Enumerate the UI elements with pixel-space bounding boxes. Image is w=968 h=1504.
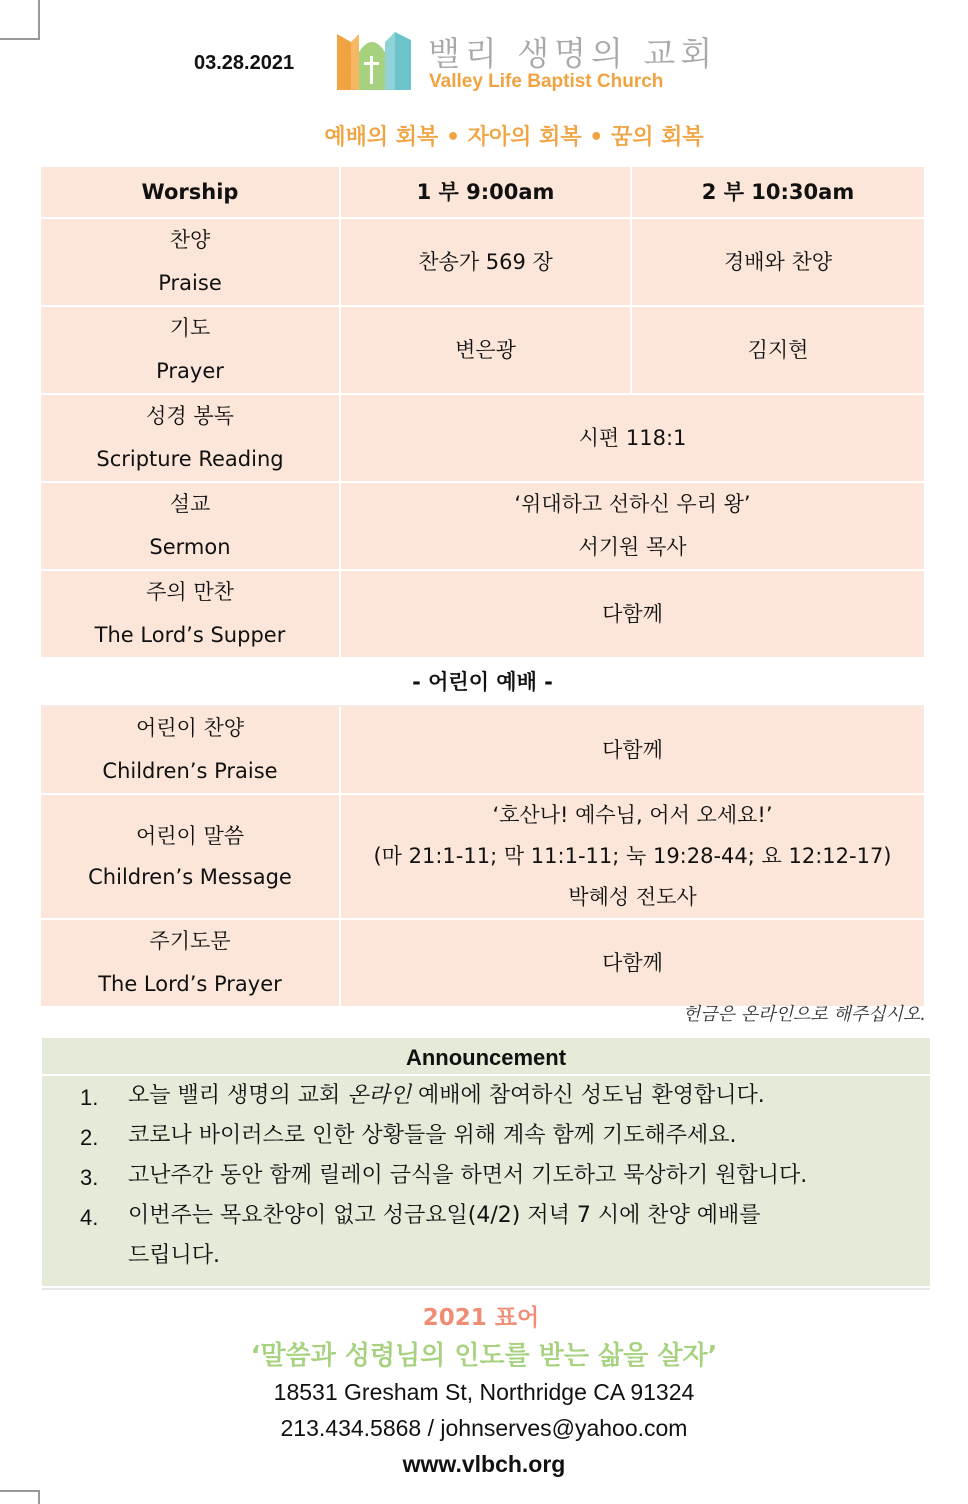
church-contact: 213.434.5868 / johnserves@yahoo.com — [280, 1415, 688, 1441]
announcement-box — [42, 1038, 930, 1286]
item-number: 2. — [80, 1125, 99, 1150]
row-label — [41, 307, 341, 395]
second-service-value: 김지현 — [632, 307, 924, 395]
item-text: 오늘 밸리 생명의 교회 — [128, 1083, 348, 1108]
row-label-korean: 주기도문 — [149, 929, 231, 953]
worship-header-row — [41, 167, 924, 219]
church-motto: 예배의 회복 • 자아의 회복 • 꿈의 회복 — [324, 125, 704, 150]
combined-service-value — [341, 483, 924, 571]
list-item — [42, 1076, 930, 1116]
row-label-english: Children’s Message — [88, 864, 292, 889]
item-text-continued: 드립니다. — [128, 1243, 221, 1268]
offering-note: 헌금은 온라인으로 해주십시오. — [682, 1004, 926, 1025]
row-label — [41, 571, 341, 659]
second-service-header: 2 부 10:30am — [632, 167, 924, 219]
bulletin-header — [0, 0, 968, 160]
row-label-korean: 설교 — [169, 492, 211, 516]
sermon-title: ‘위대하고 선하신 우리 왕’ — [514, 492, 751, 516]
item-number: 3. — [80, 1165, 99, 1190]
worship-row-praise — [41, 219, 924, 307]
year-motto-label: 2021 표어 — [422, 1305, 540, 1331]
message-title: ‘호산나! 예수님, 어서 오세요!’ — [492, 803, 773, 827]
item-emphasis: 온라인 — [347, 1083, 412, 1108]
children-row-praise — [41, 707, 924, 795]
list-item — [42, 1116, 930, 1156]
children-worship-title: - 어린이 예배 - — [41, 659, 924, 707]
church-name-english: Valley Life Baptist Church — [429, 71, 664, 92]
row-label-korean: 주의 만찬 — [146, 580, 234, 604]
first-service-value: 찬송가 569 장 — [341, 219, 632, 307]
row-label-english: The Lord’s Supper — [94, 623, 286, 647]
section-divider — [42, 1288, 930, 1290]
row-label-english: Praise — [158, 271, 222, 295]
row-label — [41, 795, 341, 920]
church-website: www.vlbch.org — [402, 1451, 566, 1477]
item-number: 1. — [80, 1085, 99, 1110]
church-name-korean: 밸리 생명의 교회 — [428, 34, 718, 73]
church-address: 18531 Gresham St, Northridge CA 91324 — [273, 1379, 695, 1405]
sermon-preacher: 서기원 목사 — [578, 535, 687, 559]
announcement-title: Announcement — [42, 1038, 930, 1076]
row-label-english: The Lord’s Prayer — [98, 972, 282, 996]
item-text: 예배에 참여하신 성도님 환영합니다. — [411, 1083, 765, 1108]
row-label — [41, 707, 341, 795]
first-service-header: 1 부 9:00am — [341, 167, 632, 219]
row-label-english: Prayer — [156, 359, 224, 383]
first-service-value: 변은광 — [341, 307, 632, 395]
children-worship-title-row — [41, 659, 924, 707]
row-label-english: Children’s Praise — [102, 759, 278, 783]
row-label-korean: 어린이 말씀 — [135, 823, 245, 848]
children-row-message — [41, 795, 924, 920]
bulletin-footer — [0, 1298, 968, 1482]
row-label — [41, 920, 341, 1008]
worship-row-sermon — [41, 483, 924, 571]
row-label-korean: 성경 봉독 — [146, 404, 234, 428]
combined-service-value — [341, 795, 924, 920]
row-label-korean: 찬양 — [169, 228, 211, 252]
worship-order-table — [41, 167, 924, 1008]
item-text: 고난주간 동안 함께 릴레이 금식을 하면서 기도하고 묵상하기 원합니다. — [128, 1163, 808, 1188]
combined-service-value: 다함께 — [341, 707, 924, 795]
combined-service-value: 다함께 — [341, 920, 924, 1008]
row-label — [41, 219, 341, 307]
combined-service-value: 시편 118:1 — [341, 395, 924, 483]
row-label-korean: 기도 — [169, 316, 211, 340]
row-label — [41, 395, 341, 483]
worship-row-scripture — [41, 395, 924, 483]
row-label-korean: 어린이 찬양 — [135, 716, 245, 740]
message-passages: (마 21:1-11; 막 11:1-11; 눅 19:28-44; 요 12:12-17) — [373, 844, 892, 868]
bulletin-date: 03.28.2021 — [194, 52, 295, 74]
worship-row-lords-supper — [41, 571, 924, 659]
item-number: 4. — [80, 1205, 99, 1230]
church-logo-icon — [335, 28, 413, 92]
row-label-english: Sermon — [149, 535, 231, 559]
second-service-value: 경배와 찬양 — [632, 219, 924, 307]
message-speaker: 박혜성 전도사 — [568, 885, 697, 909]
combined-service-value: 다함께 — [341, 571, 924, 659]
item-text: 코로나 바이러스로 인한 상황들을 위해 계속 함께 기도해주세요. — [128, 1123, 737, 1148]
list-item — [42, 1196, 930, 1276]
year-motto: ‘말씀과 성령님의 인도를 받는 삶을 살자’ — [250, 1341, 718, 1371]
worship-row-prayer — [41, 307, 924, 395]
announcement-list — [42, 1076, 930, 1276]
item-text: 이번주는 목요찬양이 없고 성금요일(4/2) 저녁 7 시에 찬양 예배를 — [128, 1203, 761, 1228]
row-label-english: Scripture Reading — [96, 447, 284, 471]
row-label — [41, 483, 341, 571]
children-row-lords-prayer — [41, 920, 924, 1008]
worship-header-label: Worship — [41, 167, 341, 219]
list-item — [42, 1156, 930, 1196]
